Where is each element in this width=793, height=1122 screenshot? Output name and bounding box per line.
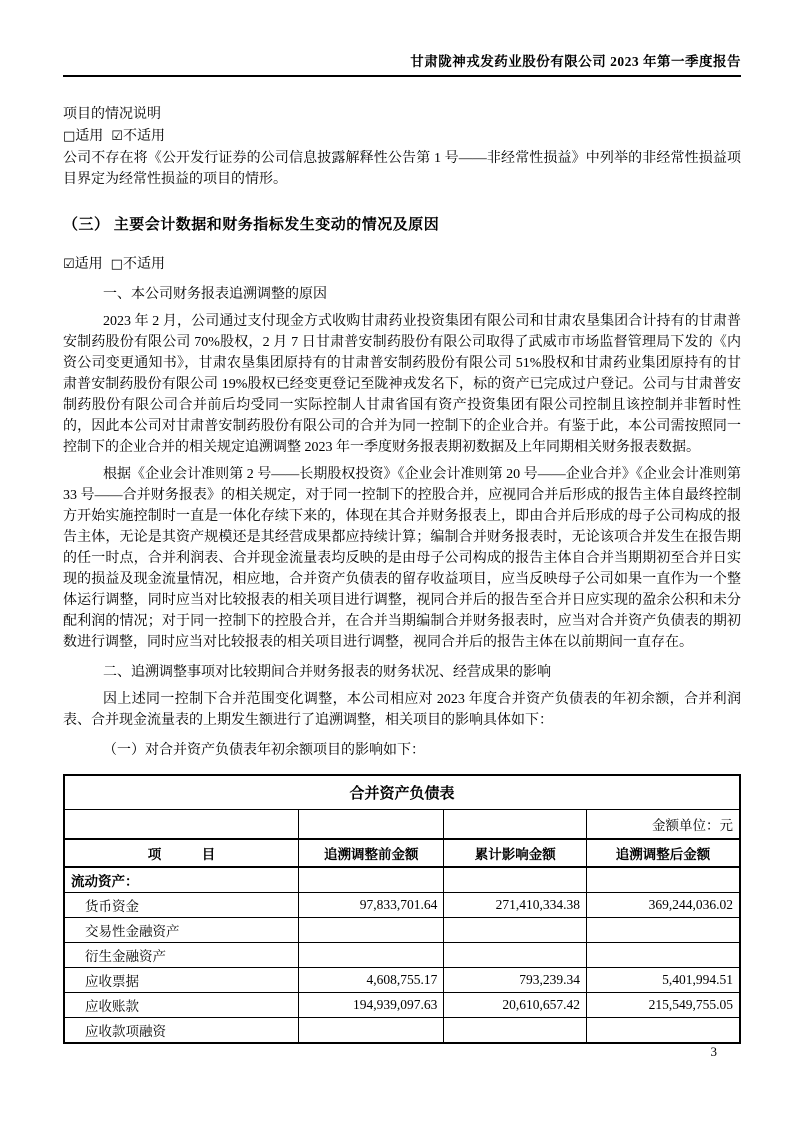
checkbox-unchecked-icon: □ <box>63 129 76 144</box>
section-3-heading: （三） 主要会计数据和财务指标发生变动的情况及原因 <box>63 217 440 233</box>
table-row <box>64 867 740 893</box>
subsection-1-heading: 一、本公司财务报表追溯调整的原因 <box>103 287 327 302</box>
table-title-row <box>64 775 740 809</box>
table-row: 应收票据 4,608,755.17 793,239.34 5,401,994.51 <box>64 968 740 993</box>
non-recurring-items-statement: 公司不存在将《公开发行证券的公司信息披露解释性公告第 1 号——非经常性损益》中列举的非经常性损益项目界定为经常性损益的项目的情形。 <box>63 151 741 187</box>
unit-label: 金额单位：元 <box>587 809 740 839</box>
table-row: 货币资金 97,833,701.64 271,410,334.38 369,244,036.02 <box>64 893 740 918</box>
note-label: 项目的情况说明 <box>63 107 161 122</box>
column-header-before-adjustment: 追溯调整前金额 <box>299 839 444 867</box>
column-header-item: 项 目 <box>64 839 299 867</box>
row-label-cash: 货币资金 <box>64 893 299 918</box>
table-row: 应收账款 194,939,097.63 20,610,657.42 215,549,755.05 <box>64 993 740 1018</box>
paragraph-retrospective-adjustment: 因上述同一控制下合并范围变化调整，本公司相应对 2023 年度合并资产负债表的年初余额，合并利润表、合并现金流量表的上期发生额进行了追溯调整，相关项目的影响具体如下： <box>63 692 741 728</box>
table-row <box>64 1018 740 1044</box>
column-header-cumulative-impact: 累计影响金额 <box>444 839 587 867</box>
table-unit-row <box>64 809 740 839</box>
row-label-derivative-financial-assets: 衍生金融资产 <box>64 943 299 968</box>
applicability-line-2 <box>63 254 741 275</box>
table-row <box>64 943 740 968</box>
column-header-after-adjustment: 追溯调整后金额 <box>587 839 740 867</box>
checkbox-unchecked-icon: □ <box>110 257 123 272</box>
paragraph-acquisition: 2023 年 2 月，公司通过支付现金方式收购甘肃药业投资集团有限公司和甘肃农垦集团合计持有的甘肃普安制药股份有限公司 70%股权，2 月 7 日甘肃普安制药股份有限公司取得了武威市市场监督管理局下发的《内资公司变更通知书》，甘肃农垦集团原持有的甘肃普安制药股份有限公司 51%股权和甘肃药业集团原持有的甘肃普安制药股份有限公司 19%股权已经变更登记至陇神戎发名下，标的资产已完成过户登记。公司与甘肃普安制药股份有限公司合并前后均受同一实际控制人甘肃省国有资产投资集团有限公司控制且该控制并非暂时性的，因此本公司对甘肃普安制药股份有限公司的合并为同一控制下的企业合并。有鉴于此，本公司需按照同一控制下的企业合并的相关规定追溯调整 2023 年一季度财务报表期初数据及上年同期相关财务报表数据。 <box>63 314 741 455</box>
paragraph-accounting-standards: 根据《企业会计准则第 2 号——长期股权投资》《企业会计准则第 20 号——企业合并》《企业会计准则第 33 号——合并财务报表》的相关规定，对于同一控制下的控股合并，应视同合并后形成的报告主体自最终控制方开始实施控制时一直是一体化存续下来的，体现在其合并财务报表上，即由合并后形成的母子公司构成的报告主体，无论是其资产规模还是其经营成果都应持续计算；编制合并财务报表时，无论该项合并发生在报告期的任一时点，合并利润表、合并现金流量表均反映的是由母子公司构成的报告主体自合并当期期初至合并日实现的损益及现金流量情况，相应地，合并资产负债表的留存收益项目，应当反映母子公司如果一直作为一个整体运行调整，同时应当对比较报表的相关项目进行调整，视同合并后的报告至合并日应实现的盈余公积和未分配利润的情况；对于同一控制下的控股合并，在合并当期编制合并财务报表时，应当对合并资产负债表的期初数进行调整，同时应当对比较报表的相关项目进行调整，视同合并后的报告主体在以前期间一直存在。 <box>63 467 741 650</box>
applicable-label: 适用 <box>75 129 104 144</box>
row-label-current-assets: 流动资产： <box>64 867 299 893</box>
applicable-label: 适用 <box>74 257 103 272</box>
row-label-notes-receivable: 应收票据 <box>64 968 299 993</box>
table-header-row <box>64 839 740 867</box>
subsection-2-1-heading: （一）对合并资产负债表年初余额项目的影响如下： <box>103 743 425 758</box>
document-header-title: 甘肃陇神戎发药业股份有限公司 2023 年第一季度报告 <box>63 50 741 77</box>
subsection-2-heading: 二、追溯调整事项对比较期间合并财务报表的财务状况、经营成果的影响 <box>103 665 551 680</box>
page-number: 3 <box>710 1044 717 1059</box>
row-label-accounts-receivable: 应收账款 <box>64 993 299 1018</box>
balance-sheet-table-wrap <box>63 774 741 1044</box>
checkbox-checked-icon: ☑ <box>111 129 123 144</box>
applicability-line-1 <box>63 126 741 147</box>
row-label-receivables-financing: 应收款项融资 <box>64 1018 299 1044</box>
table-row <box>64 918 740 943</box>
balance-sheet-table <box>63 774 741 1044</box>
table-title: 合并资产负债表 <box>64 775 740 809</box>
not-applicable-label: 不适用 <box>122 257 165 272</box>
row-label-trading-financial-assets: 交易性金融资产 <box>64 918 299 943</box>
not-applicable-label: 不适用 <box>122 129 165 144</box>
checkbox-checked-icon: ☑ <box>63 257 75 272</box>
